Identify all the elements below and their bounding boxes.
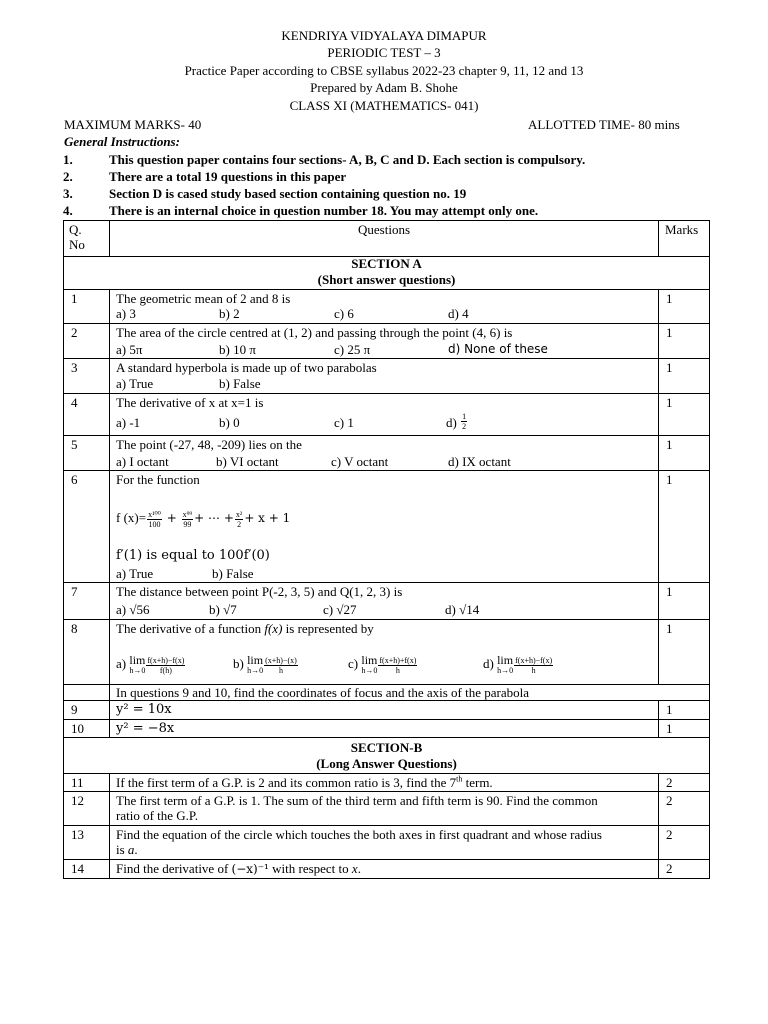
- table-border: [709, 220, 710, 879]
- limit-operator: [497, 655, 513, 675]
- question-marks: 1: [666, 437, 673, 452]
- table-border: [63, 825, 710, 826]
- question-text-end: .: [134, 842, 138, 857]
- question-text-part: The derivative of a function: [116, 621, 262, 636]
- fraction-denominator: h: [531, 665, 536, 675]
- option-a: a) -1: [116, 415, 141, 430]
- fraction-numerator: f(x+h)+f(x): [379, 655, 417, 665]
- table-border: [109, 773, 110, 879]
- option-a: a) True: [116, 376, 154, 391]
- fraction: [147, 510, 162, 529]
- table-border: [658, 289, 659, 684]
- question-marks: 1: [666, 395, 673, 410]
- allotted-time: ALLOTTED TIME- 80 mins: [528, 117, 680, 132]
- section-b-title: SECTION-B: [350, 740, 423, 755]
- table-border: [63, 393, 710, 394]
- table-border: [63, 582, 710, 583]
- question-marks: 1: [666, 721, 673, 736]
- option-d: [483, 655, 554, 675]
- table-border: [63, 859, 710, 860]
- table-border: [63, 773, 710, 774]
- option-d: d) 4: [448, 306, 469, 321]
- limit-subscript: h→0: [247, 666, 264, 675]
- question-number: 10: [71, 721, 84, 736]
- option-b: b) False: [212, 566, 254, 581]
- question-number: 13: [71, 827, 84, 842]
- question-number: 5: [71, 437, 78, 452]
- question-text-part: is: [116, 842, 128, 857]
- instruction-number: 3.: [63, 186, 73, 201]
- question-number: 8: [71, 621, 78, 636]
- question-text: y² = 10x: [116, 702, 172, 717]
- section-a-title: SECTION A: [351, 256, 422, 271]
- test-title: PERIODIC TEST – 3: [327, 45, 441, 60]
- variable: x: [351, 861, 358, 876]
- question-number: 6: [71, 472, 78, 487]
- table-border: [63, 289, 710, 290]
- header-questions: Questions: [358, 222, 410, 237]
- variable: a: [127, 842, 135, 857]
- instruction-number: 4.: [63, 203, 73, 218]
- limit-operator: [361, 655, 377, 675]
- instruction-text: Section D is cased study based section containing question no. 19: [109, 186, 467, 201]
- limit-text: lim: [361, 653, 378, 667]
- question-number: 4: [71, 395, 78, 410]
- header-marks: Marks: [665, 222, 699, 237]
- fraction-one-half: [461, 412, 467, 431]
- question-marks: 2: [666, 861, 673, 876]
- option-c: [348, 655, 418, 675]
- instruction-item: [0, 151, 768, 168]
- question-text: y² = −8x: [116, 721, 175, 736]
- fraction-denominator: 2: [462, 421, 467, 431]
- question-number: 11: [71, 775, 84, 790]
- table-border: [63, 358, 710, 359]
- fraction: [514, 656, 553, 675]
- question-text-line-2: ratio of the G.P.: [116, 808, 198, 823]
- question-number: 2: [71, 325, 78, 340]
- limit-operator: [247, 655, 263, 675]
- question-marks: 1: [666, 621, 673, 636]
- question-text-end: with respect to: [272, 861, 349, 876]
- question-marks: 1: [666, 702, 673, 717]
- table-border: [63, 220, 710, 221]
- question-text: The area of the circle centred at (1, 2) and passing through the point (4, 6) is: [116, 325, 513, 340]
- question-text-part: If the first term of a G.P. is 2 and its common ratio is 3, find the 7: [116, 775, 457, 790]
- instruction-number: 1.: [63, 152, 73, 167]
- limit-subscript: h→0: [129, 666, 146, 675]
- option-a: a) 3: [116, 306, 136, 321]
- question-marks: 1: [666, 584, 673, 599]
- question-marks: 1: [666, 291, 673, 306]
- limit-text: lim: [497, 653, 514, 667]
- instruction-note: In questions 9 and 10, find the coordinates of focus and the axis of the parabola: [116, 685, 529, 700]
- condition-text: f′(1) is equal to 100f′(0): [116, 548, 270, 563]
- question-number: 9: [71, 702, 78, 717]
- option-b: b) False: [219, 376, 261, 391]
- question-text: [116, 861, 361, 877]
- table-border: [63, 791, 710, 792]
- option-a: a) 5π: [116, 342, 143, 357]
- option-d: d) IX octant: [448, 454, 511, 469]
- option-d: [446, 411, 468, 431]
- question-text: The point (-27, 48, -209) lies on the: [116, 437, 302, 452]
- class-line: CLASS XI (MATHEMATICS- 041): [289, 98, 479, 113]
- question-text-end: term.: [462, 775, 493, 790]
- fraction-denominator: 100: [148, 519, 161, 529]
- fraction: [182, 510, 194, 529]
- option-c: c) V octant: [331, 454, 389, 469]
- fraction-denominator: 2: [237, 519, 242, 529]
- question-marks: 1: [666, 360, 673, 375]
- function-expression: f (x)= $\frac{\text{x¹⁰⁰}}{100}$ + $\frac{\text{x⁹⁹}}{99}$ + ⋯ + $\frac{\text{x²}}{2}$ + x + 1: [116, 509, 291, 529]
- fraction-numerator: 1: [462, 411, 467, 421]
- table-border: [63, 470, 710, 471]
- question-text: [116, 775, 493, 790]
- option-b: [233, 655, 299, 675]
- fraction-numerator: x¹⁰⁰: [148, 509, 161, 519]
- option-c: c) 25 π: [334, 342, 371, 357]
- option-c: c) 1: [334, 415, 354, 430]
- instruction-text: This question paper contains four sections- A, B, C and D. Each section is compulsory.: [109, 152, 586, 167]
- instruction-item: [0, 202, 768, 219]
- question-text: A standard hyperbola is made up of two parabolas: [116, 360, 377, 375]
- option-c: c) 6: [334, 306, 354, 321]
- question-number: 12: [71, 793, 84, 808]
- fraction: [264, 656, 298, 675]
- instruction-item: [0, 168, 768, 185]
- option-b: b) 10 π: [219, 342, 256, 357]
- question-text: [116, 621, 374, 636]
- fraction-denominator: 99: [183, 519, 192, 529]
- question-text-line-1: The first term of a G.P. is 1. The sum of the third term and fifth term is 90. Find the common: [116, 793, 598, 808]
- header-qno: Q.: [69, 222, 82, 237]
- table-border: [63, 700, 710, 701]
- option-d-label: d): [446, 415, 457, 430]
- question-text-line-2: [116, 842, 138, 857]
- instruction-number: 2.: [63, 169, 73, 184]
- option-b: b) √7: [209, 602, 237, 617]
- question-marks: 2: [666, 775, 673, 790]
- instruction-text: There is an internal choice in question number 18. You may attempt only one.: [109, 203, 539, 218]
- section-a-subtitle: (Short answer questions): [317, 272, 456, 287]
- option-d: d) None of these: [448, 342, 548, 356]
- question-marks: 2: [666, 793, 673, 808]
- option-a: a) I octant: [116, 454, 169, 469]
- limit-text: lim: [129, 653, 146, 667]
- question-number: 14: [71, 861, 84, 876]
- question-text: The geometric mean of 2 and 8 is: [116, 291, 291, 306]
- section-b-subtitle: (Long Answer Questions): [316, 756, 457, 771]
- header-qno-2: No: [69, 237, 85, 252]
- option-c: c) √27: [323, 602, 357, 617]
- general-instructions-heading: General Instructions:: [64, 134, 180, 149]
- fraction-numerator: x²: [235, 509, 243, 519]
- question-marks: 2: [666, 827, 673, 842]
- option-d: d) √14: [445, 602, 480, 617]
- question-number: 7: [71, 584, 78, 599]
- table-border: [63, 619, 710, 620]
- question-text-part: Find the derivative of: [116, 861, 229, 876]
- fraction: [146, 656, 185, 675]
- question-marks: 1: [666, 325, 673, 340]
- table-border: [63, 220, 64, 879]
- question-number: 3: [71, 360, 78, 375]
- limit-operator: [129, 655, 145, 675]
- option-label: c): [348, 655, 359, 671]
- prepared-by: Prepared by Adam B. Shohe: [310, 80, 458, 95]
- instruction-item: [0, 185, 768, 202]
- option-label: d): [483, 655, 494, 671]
- question-number: 1: [71, 291, 78, 306]
- fraction: [235, 510, 243, 529]
- table-border: [63, 719, 710, 720]
- fraction-numerator: x⁹⁹: [182, 509, 193, 519]
- question-text: The distance between point P(-2, 3, 5) and Q(1, 2, 3) is: [116, 584, 403, 599]
- option-label: a): [116, 655, 127, 671]
- tail-term: + x + 1: [244, 511, 291, 525]
- option-b: b) 2: [219, 306, 240, 321]
- table-border: [658, 220, 659, 256]
- table-border: [658, 773, 659, 879]
- fraction-numerator: f(x+h)−f(x): [147, 655, 185, 665]
- table-border: [63, 737, 710, 738]
- limit-subscript: h→0: [361, 666, 378, 675]
- fraction-numerator: (x+h)−(x): [265, 655, 297, 665]
- practice-line: Practice Paper according to CBSE syllabus 2022-23 chapter 9, 11, 12 and 13: [184, 63, 584, 78]
- question-text-line-1: Find the equation of the circle which touches the both axes in first quadrant and whose radius: [116, 827, 602, 842]
- fraction-denominator: h: [395, 665, 400, 675]
- option-label: b): [233, 655, 244, 671]
- maximum-marks: MAXIMUM MARKS- 40: [64, 117, 202, 132]
- question-text: The derivative of x at x=1 is: [116, 395, 264, 410]
- ellipsis-term: + ⋯ +: [194, 511, 234, 525]
- option-a: a) True: [116, 566, 154, 581]
- option-b: b) 0: [219, 415, 240, 430]
- option-a: a) √56: [116, 602, 150, 617]
- fraction-denominator: h: [278, 665, 283, 675]
- question-text: For the function: [116, 472, 200, 487]
- option-a: [116, 655, 186, 675]
- fraction: [378, 656, 417, 675]
- ordinal-superscript: th: [456, 774, 463, 784]
- table-border: [63, 323, 710, 324]
- limit-subscript: h→0: [497, 666, 514, 675]
- instruction-text: There are a total 19 questions in this paper: [109, 169, 347, 184]
- table-border: [63, 878, 710, 879]
- limit-text: lim: [247, 653, 264, 667]
- question-text-end: is represented by: [285, 621, 374, 636]
- question-marks: 1: [666, 472, 673, 487]
- function-name: f(x): [264, 621, 283, 636]
- table-border: [63, 435, 710, 436]
- period: .: [357, 861, 361, 876]
- school-name: KENDRIYA VIDYALAYA DIMAPUR: [281, 28, 487, 43]
- table-border: [109, 289, 110, 737]
- function-label: f (x)=: [116, 510, 147, 525]
- fraction-numerator: f(x+h)−f(x): [515, 655, 553, 665]
- option-b: b) VI octant: [216, 454, 279, 469]
- math-expression: (−x)⁻¹: [231, 862, 269, 876]
- fraction-denominator: f(h): [159, 665, 172, 675]
